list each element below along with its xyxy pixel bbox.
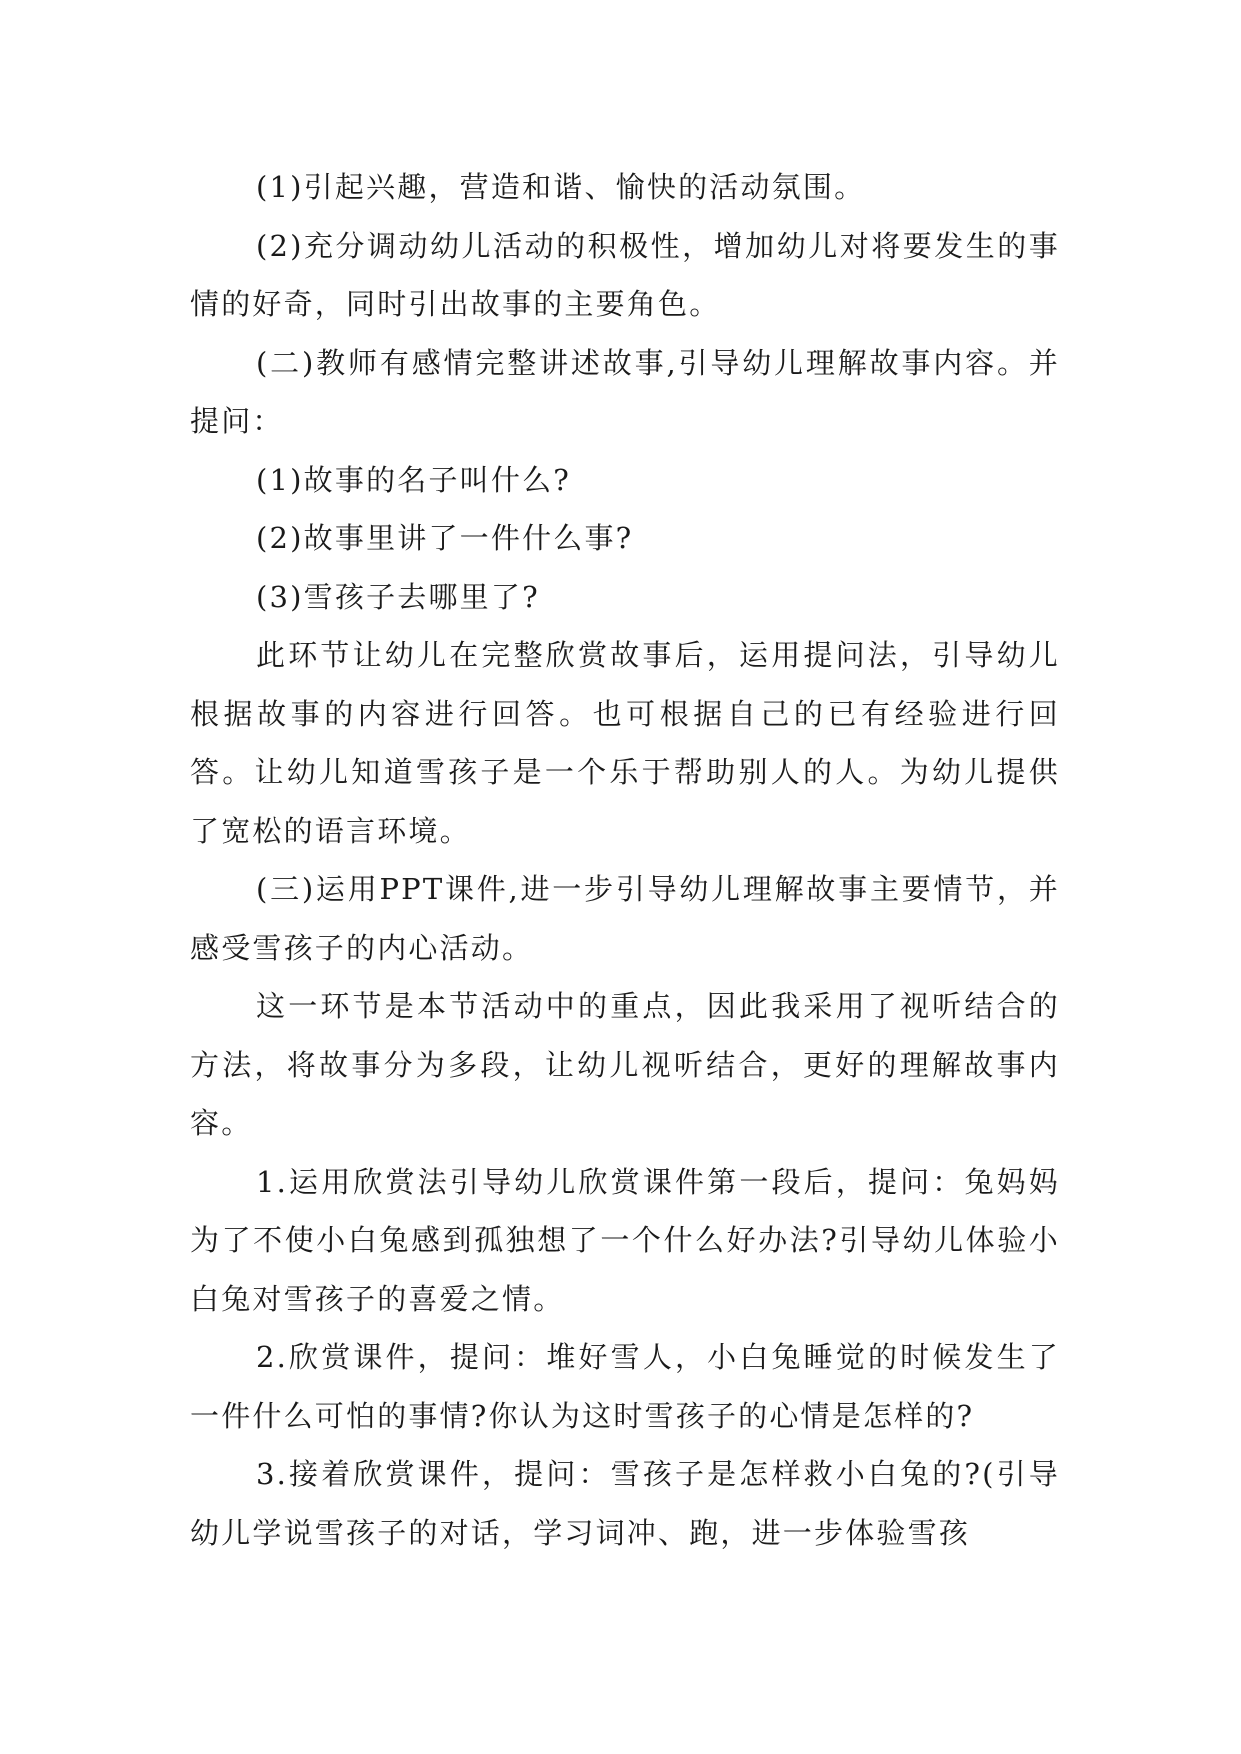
paragraph: (2)故事里讲了一件什么事? xyxy=(256,521,634,555)
paragraph: 2.欣赏课件，提问：堆好雪人，小白兔睡觉的时候发生了一件什么可怕的事情?你认为这时雪孩子的心情是怎样的? xyxy=(190,1340,1060,1433)
document-body xyxy=(190,158,1060,1562)
paragraph: 3.接着欣赏课件，提问：雪孩子是怎样救小白兔的?(引导幼儿学说雪孩子的对话，学习词冲、跑，进一步体验雪孩 xyxy=(190,1457,1060,1550)
paragraph: (二)教师有感情完整讲述故事,引导幼儿理解故事内容。并提问： xyxy=(190,345,1060,438)
paragraph: 此环节让幼儿在完整欣赏故事后，运用提问法，引导幼儿根据故事的内容进行回答。也可根据自己的已有经验进行回答。让幼儿知道雪孩子是一个乐于帮助别人的人。为幼儿提供了宽松的语言环境。 xyxy=(190,638,1060,848)
paragraph: (2)充分调动幼儿活动的积极性，增加幼儿对将要发生的事情的好奇，同时引出故事的主要角色。 xyxy=(190,228,1060,321)
paragraph: (1)故事的名子叫什么? xyxy=(256,462,572,497)
paragraph: (1)引起兴趣，营造和谐、愉快的活动氛围。 xyxy=(256,170,866,204)
paragraph: 这一环节是本节活动中的重点，因此我采用了视听结合的方法，将故事分为多段，让幼儿视听结合，更好的理解故事内容。 xyxy=(190,989,1060,1140)
paragraph: (三)运用PPT课件,进一步引导幼儿理解故事主要情节，并感受雪孩子的内心活动。 xyxy=(190,872,1060,965)
paragraph: (3)雪孩子去哪里了? xyxy=(256,579,540,614)
paragraph: 1.运用欣赏法引导幼儿欣赏课件第一段后，提问：兔妈妈为了不使小白兔感到孤独想了一个什么好办法?引导幼儿体验小白兔对雪孩子的喜爱之情。 xyxy=(190,1164,1060,1316)
